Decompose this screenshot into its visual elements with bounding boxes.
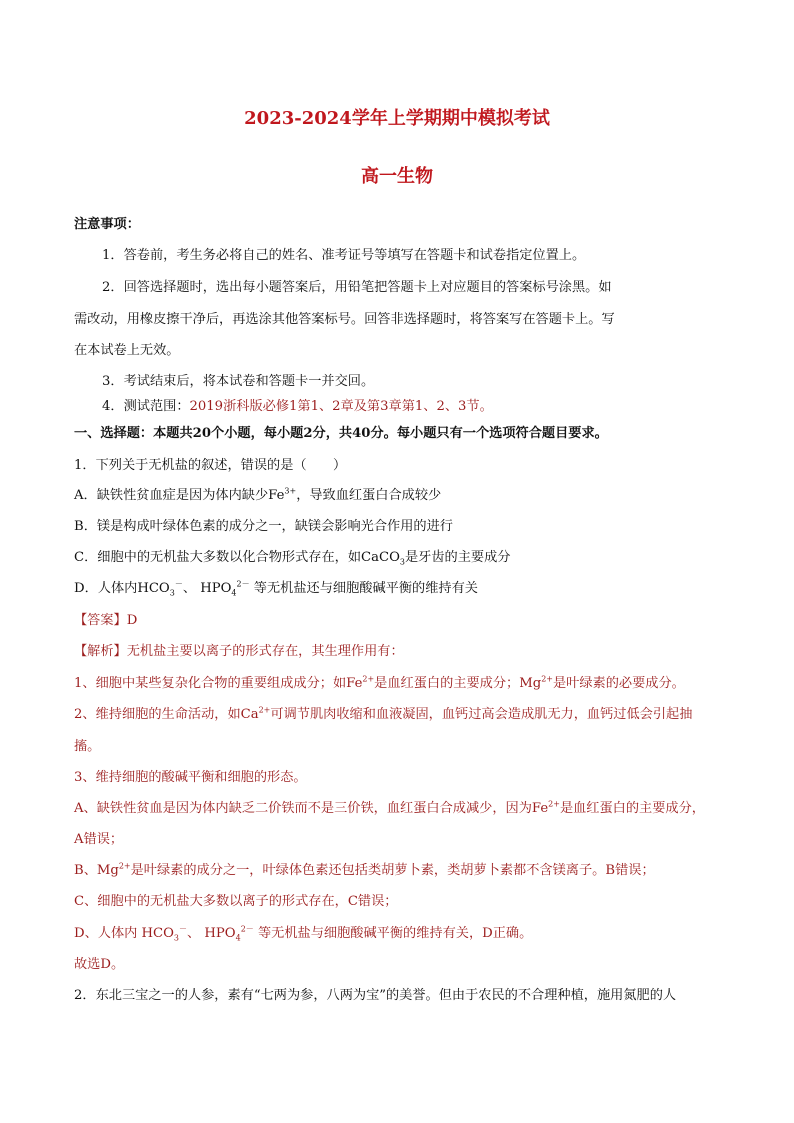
note-2-line-3: 在本试卷上无效。 [74, 343, 180, 358]
explanation-point-1: 1、细胞中某些复杂化合物的重要组成成分；如$Fe^{2+}$是血红蛋白的主要成分；$Mg^{2+}$是叶绿素的必要成分。 [74, 674, 685, 691]
explanation-point-2: 2、维持细胞的生命活动，如$Ca^{2+}$可调节肌肉收缩和血液凝固，血钙过高会造成肌无力，血钙过低会引起抽 [74, 705, 693, 722]
note-1: 1．答卷前，考生务必将自己的姓名、准考证号等填写在答题卡和试卷指定位置上。 [102, 248, 586, 263]
exam-title: 2023-2024学年上学期期中模拟考试 [244, 108, 550, 129]
explanation-a-cont: A错误； [74, 832, 124, 847]
note-3: 3．考试结束后，将本试卷和答题卡一并交回。 [102, 374, 375, 389]
option-d: D．人体内$HCO_3^-$、 $HPO_4^{2-}$ 等无机盐还与细胞酸碱平衡的维持有关 [74, 579, 478, 598]
answer: 【答案】D [74, 613, 138, 628]
note-4 [102, 398, 493, 416]
conclusion: 故选D。 [74, 957, 125, 972]
explanation-point-3: 3、维持细胞的酸碱平衡和细胞的形态。 [74, 770, 307, 785]
option-c: C．细胞中的无机盐大多数以化合物形式存在，如CaCO$_3$是牙齿的主要成分 [74, 550, 511, 567]
section-heading: 一、选择题：本题共20个小题，每小题2分，共40分。每小题只有一个选项符合题目要求。 [74, 426, 608, 441]
question-1-stem: 1．下列关于无机盐的叙述，错误的是（ ） [74, 458, 347, 473]
subject-title: 高一生物 [361, 166, 433, 187]
explanation-label: 【解析】 [74, 644, 127, 659]
note-4-prefix: 4．测试范围： [102, 399, 190, 414]
note-2-line-1: 2．回答选择题时，选出每小题答案后，用铅笔把答题卡上对应题目的答案标号涂黑。如 [102, 280, 612, 295]
notes-heading: 注意事项： [74, 217, 140, 232]
explanation-intro: 【解析】无机盐主要以离子的形式存在，其生理作用有： [74, 644, 404, 659]
explanation-a: A、缺铁性贫血是因为体内缺乏二价铁而不是三价铁，血红蛋白合成减少，因为$Fe^{2+}$是血红蛋白的主要成分， [74, 799, 705, 816]
explanation-c: C、细胞中的无机盐大多数以离子的形式存在，C错误； [74, 894, 398, 909]
option-b: B．镁是构成叶绿体色素的成分之一，缺镁会影响光合作用的进行 [74, 519, 453, 534]
explanation-d: D、人体内 $HCO_3^-$、 $HPO_4^{2-}$ 等无机盐与细胞酸碱平衡的维持有关，D正确。 [74, 924, 533, 943]
note-4-scope: 2019浙科版必修1第1、2章及第3章第1、2、3节。 [189, 399, 493, 414]
explanation-point-2-cont: 搐。 [74, 739, 101, 754]
option-a: A．缺铁性贫血症是因为体内缺少$Fe^{3+}$，导致血红蛋白合成较少 [74, 486, 442, 503]
explanation-b: B、$Mg^{2+}$是叶绿素的成分之一，叶绿体色素还包括类胡萝卜素，类胡萝卜素都不含镁离子。B错误； [74, 861, 655, 878]
note-2-line-2: 需改动，用橡皮擦干净后，再选涂其他答案标号。回答非选择题时，将答案写在答题卡上。写 [74, 312, 615, 327]
question-2-stem: 2．东北三宝之一的人参，素有“七两为参，八两为宝”的美誉。但由于农民的不合理种植，施用氮肥的人 [74, 988, 677, 1003]
